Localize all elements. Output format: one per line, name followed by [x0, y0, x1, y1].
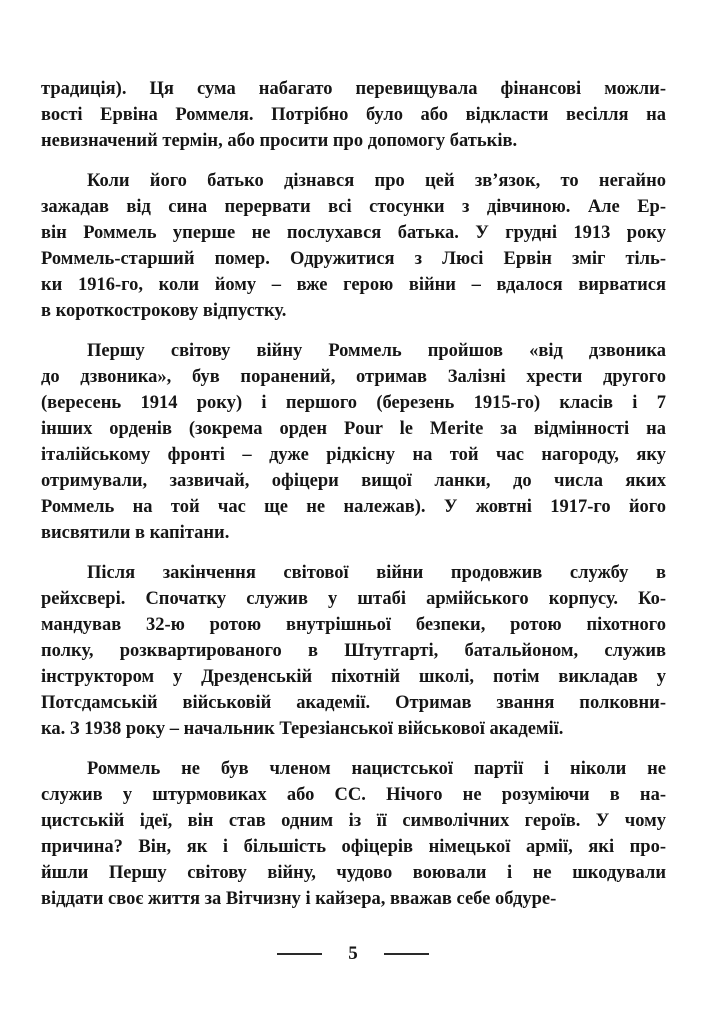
text-line: зажадав від сина перервати всі стосунки з дівчиною. Але Ер-	[41, 197, 666, 217]
text-line: віддати своє життя за Вітчизну і кайзера, вважав себе обдуре-	[41, 889, 557, 909]
text-line: Після закінчення світової війни продовжив службу в	[87, 563, 666, 583]
paragraph	[41, 756, 666, 912]
text-line: рейхсвері. Спочатку служив у штабі армійського корпусу. Ко-	[41, 589, 666, 609]
text-line: мандував 32-ю ротою внутрішньої безпеки, ротою піхотного	[41, 615, 666, 635]
text-line: Коли його батько дізнався про цей зв’язок, то негайно	[87, 171, 666, 191]
text-line: служив у штурмовиках або СС. Нічого не розуміючи в на-	[41, 785, 666, 805]
paragraph	[41, 560, 666, 742]
text-line: ки 1916-го, коли йому – вже герою війни – вдалося вирватися	[41, 275, 666, 295]
footer-rule-left	[277, 953, 322, 955]
text-line: традиція). Ця сума набагато перевищувала фінансові можли-	[41, 79, 666, 99]
text-line: Роммель на той час ще не належав). У жовтні 1917-го його	[41, 497, 666, 517]
text-line: італійському фронті – дуже рідкісну на той час нагороду, яку	[41, 445, 666, 465]
text-line: інших орденів (зокрема орден Pour le Merite за відмінності на	[41, 419, 666, 439]
text-line: йшли Першу світову війну, чудово воювали і не шкодували	[41, 863, 666, 883]
text-line: до дзвоника», був поранений, отримав Залізні хрести другого	[41, 367, 666, 387]
text-line: Роммель не був членом нацистської партії і ніколи не	[87, 759, 666, 779]
text-line: в короткострокову відпустку.	[41, 301, 287, 321]
text-line: ка. З 1938 року – начальник Терезіанської військової академії.	[41, 719, 564, 739]
text-line: причина? Він, як і більшість офіцерів німецької армії, які про-	[41, 837, 666, 857]
text-line: невизначений термін, або просити про допомогу батьків.	[41, 131, 518, 151]
body-text	[41, 76, 666, 912]
paragraph	[41, 168, 666, 324]
footer-rule-right	[384, 953, 429, 955]
text-line: Першу світову війну Роммель пройшов «від дзвоника	[87, 341, 666, 361]
text-line: цистській ідеї, він став одним із її символічних героїв. У чому	[41, 811, 666, 831]
text-line: висвятили в капітани.	[41, 523, 230, 543]
text-line: полку, розквартированого в Штутгарті, батальйоном, служив	[41, 641, 666, 661]
page-number: 5	[348, 943, 358, 964]
paragraph	[41, 338, 666, 546]
text-line: інструктором у Дрезденській піхотній школі, потім викладав у	[41, 667, 666, 687]
text-line: (вересень 1914 року) і першого (березень 1915-го) класів і 7	[41, 393, 666, 413]
text-line: Роммель-старший помер. Одружитися з Люсі Ервін зміг тіль-	[41, 249, 666, 269]
text-line: отримували, зазвичай, офіцери вищої ланки, до числа яких	[41, 471, 666, 491]
page-footer	[0, 941, 706, 967]
text-line: вості Ервіна Роммеля. Потрібно було або відкласти весілля на	[41, 105, 666, 125]
text-line: Потсдамській військовій академії. Отримав звання полковни-	[41, 693, 666, 713]
paragraph	[41, 76, 666, 154]
text-line: він Роммель уперше не послухався батька. У грудні 1913 року	[41, 223, 666, 243]
